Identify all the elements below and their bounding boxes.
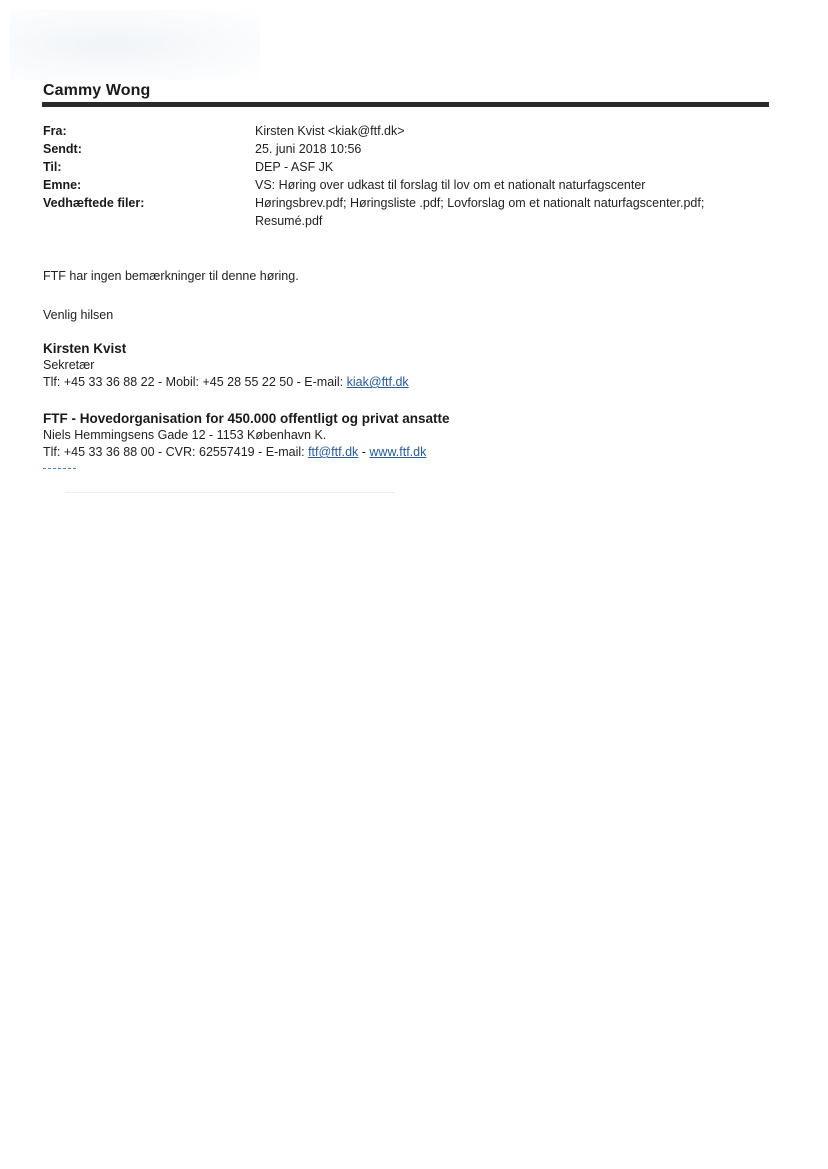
organisation-address: Niels Hemmingsens Gade 12 - 1153 København K. [43, 428, 327, 442]
sender-signature [43, 340, 409, 391]
scan-artifact-line [65, 492, 395, 493]
header-label: Emne: [43, 178, 82, 192]
attachments-list: Høringsbrev.pdf; Høringsliste .pdf; Lovforslag om et nationalt naturfagscenter.pdf; Resumé.pdf [255, 196, 705, 228]
signature-contact-text: Tlf: +45 33 36 88 22 - Mobil: +45 28 55 22 50 - E-mail: [43, 375, 347, 389]
header-divider [42, 102, 769, 107]
header-label: Vedhæftede filer: [43, 196, 145, 210]
header-row-sent [43, 140, 765, 158]
header-row-to [43, 158, 765, 176]
header-value: DEP - ASF JK [255, 160, 334, 174]
signature-title: Sekretær [43, 358, 95, 372]
header-row-attachments [43, 194, 765, 230]
scan-artifact [10, 10, 260, 80]
header-value: 25. juni 2018 10:56 [255, 142, 362, 156]
header-value: VS: Høring over udkast til forslag til lov om et nationalt naturfagscenter [255, 178, 646, 192]
email-header-fields [43, 122, 765, 230]
signature-contact-line [43, 374, 409, 391]
organisation-contact-text: Tlf: +45 33 36 88 00 - CVR: 62557419 - E-mail: [43, 445, 309, 459]
signature-name: Kirsten Kvist [43, 341, 127, 356]
header-row-subject [43, 176, 765, 194]
message-body: FTF har ingen bemærkninger til denne høring. [43, 269, 299, 283]
signature-email-link[interactable]: kiak@ftf.dk [346, 375, 409, 389]
header-value: Kirsten Kvist <kiak@ftf.dk> [255, 124, 405, 138]
organisation-email-link[interactable]: ftf@ftf.dk [308, 445, 359, 459]
header-label: Fra: [43, 124, 67, 138]
header-label: Sendt: [43, 142, 82, 156]
header-label: Til: [43, 160, 62, 174]
organisation-name: FTF - Hovedorganisation for 450.000 offentligt og privat ansatte [43, 411, 450, 426]
signature-dashed-divider [43, 468, 76, 469]
organisation-contact-line [43, 444, 450, 461]
header-row-from [43, 122, 765, 140]
organisation-website-link[interactable]: www.ftf.dk [369, 445, 427, 459]
link-separator: - [358, 445, 370, 459]
mailbox-owner-name: Cammy Wong [43, 82, 151, 99]
organisation-signature [43, 410, 450, 461]
greeting: Venlig hilsen [43, 308, 114, 322]
